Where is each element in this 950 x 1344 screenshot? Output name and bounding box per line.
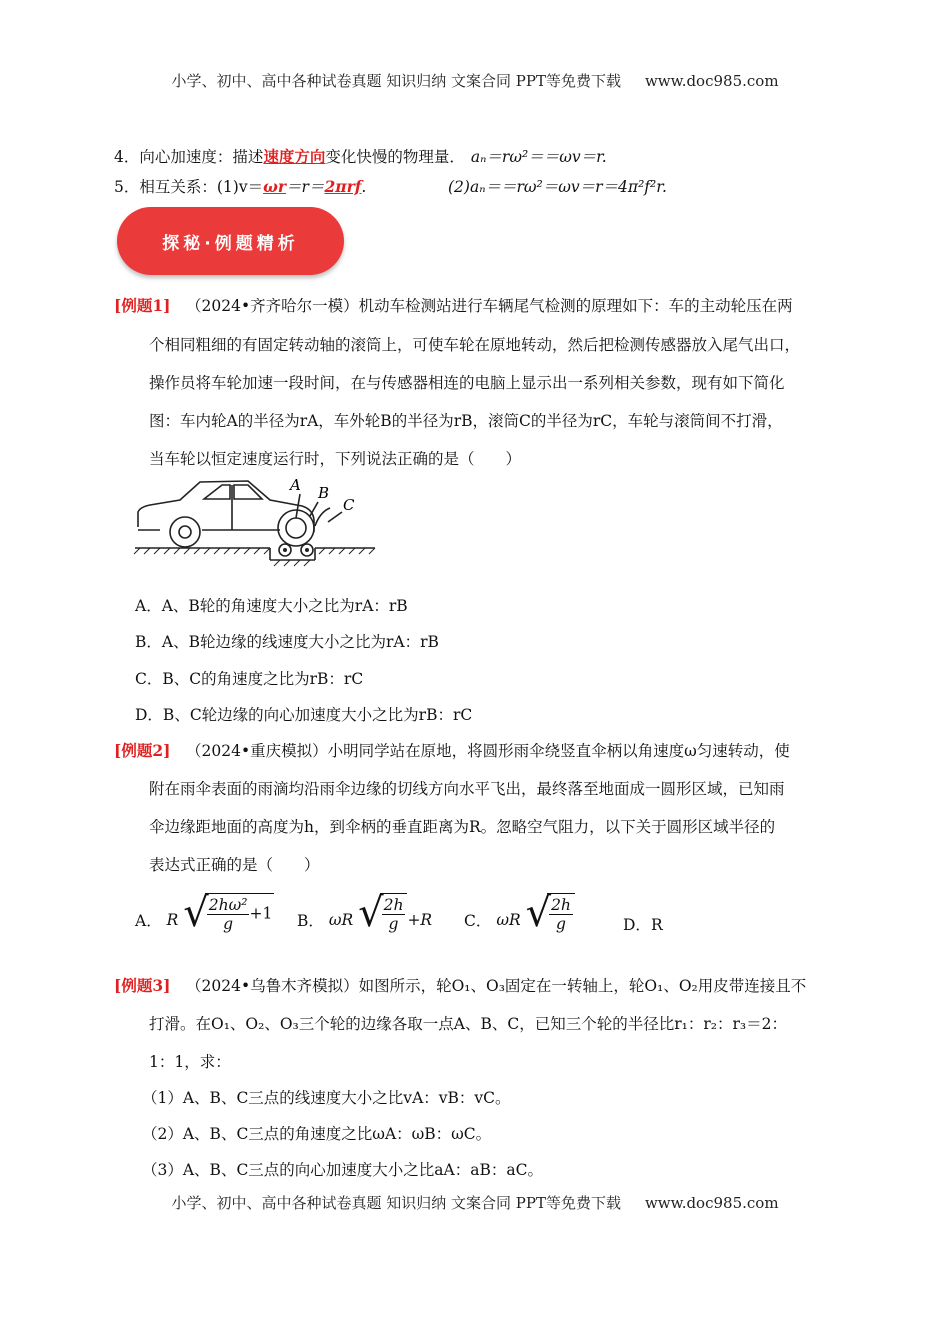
front-wheel — [170, 517, 200, 547]
q1-option-d: D．B、C轮边缘的向心加速度大小之比为rB：rC — [135, 706, 473, 724]
header-text: 小学、初中、高中各种试卷真题 知识归纳 文案合同 PPT等免费下载 — [171, 72, 621, 90]
q1-option-c: C．B、C的角速度之比为rB：rC — [135, 670, 364, 688]
concept-4-highlight: 速度方向 — [263, 147, 326, 166]
q2-line-2: 伞边缘距地面的高度为h，到伞柄的垂直距离为R。忽略空气阻力，以下关于圆形区域半径的 — [149, 818, 776, 836]
q3-line-0: （2024•乌鲁木齐模拟）如图所示，轮O₁、O₃固定在一转轴上，轮O₁、O₂用皮带连接且不 — [186, 977, 807, 995]
footer-text: 小学、初中、高中各种试卷真题 知识归纳 文案合同 PPT等免费下载 — [171, 1194, 621, 1212]
q1-line-3: 图：车内轮A的半径为rA，车外轮B的半径为rB，滚筒C的半径为rC，车轮与滚筒间不打滑， — [149, 412, 783, 430]
car-window-rear — [234, 485, 262, 499]
sqrt-icon: √ — [358, 890, 384, 936]
q1-line-0: （2024•齐齐哈尔一模）机动车检测站进行车辆尾气检测的原理如下：车的主动轮压在两 — [186, 297, 793, 315]
q2-options — [135, 890, 855, 949]
q2-line-0: （2024•重庆模拟）小明同学站在原地，将圆形雨伞绕竖直伞柄以角速度ω匀速转动，使 — [186, 742, 790, 760]
car-window-front — [204, 485, 230, 499]
q2-option-c: C． ωR √ $\frac{\text{2ℎ}}{g}$ — [464, 893, 575, 933]
q2-line-1: 附在雨伞表面的雨滴均沿雨伞边缘的切线方向水平飞出，最终落至地面成一圆形区域，已知雨 — [149, 780, 785, 798]
concept-5-end: . — [361, 178, 367, 196]
figure-label-a: A — [290, 476, 301, 494]
concept-5-h1: ωr — [263, 177, 287, 196]
q1-option-a: A．A、B轮的角速度大小之比为rA：rB — [135, 597, 408, 615]
car-diagram — [130, 472, 380, 572]
q1-line-2: 操作员将车轮加速一段时间，在与传感器相连的电脑上显示出一系列相关参数，现有如下简化 — [149, 374, 785, 392]
concept-5-h2: 2πrf — [324, 177, 362, 196]
q1-line-4: 当车轮以恒定速度运行时，下列说法正确的是（ ） — [149, 450, 522, 468]
page-footer — [0, 1192, 950, 1213]
figure-label-c: C — [343, 496, 355, 514]
concept-4-suffix: 变化快慢的物理量． — [325, 148, 465, 166]
q1-line-1: 个相同粗细的有固定转动轴的滚筒上，可使车轮在原地转动，然后把检测传感器放入尾气出口， — [149, 336, 801, 354]
rear-wheel-a — [286, 518, 306, 538]
q1-option-b: B．A、B轮边缘的线速度大小之比为rA：rB — [135, 633, 439, 651]
q3-line-2: 1：1，求： — [149, 1053, 231, 1071]
q3-line-1: 打滑。在O₁、O₂、O₃三个轮的边缘各取一点A、B、C，已知三个轮的半径比r₁：r₂：r₃＝2： — [149, 1015, 787, 1033]
q2-option-a: A． R √ $\frac{\text{2ℎω²}}{g}$ +1 — [135, 890, 273, 936]
sqrt-icon: √ — [525, 890, 552, 936]
q2-option-b: B． ωR √ $\frac{\text{2ℎ}}{g}$ +R — [297, 890, 433, 936]
footer-site: www.doc985.com — [644, 1194, 779, 1212]
concept-4 — [114, 145, 607, 167]
header-site: www.doc985.com — [644, 72, 779, 90]
q3-sub-3: （3）A、B、C三点的向心加速度大小之比aA：aB：aC。 — [142, 1161, 543, 1179]
q2-line-3: 表达式正确的是（ ） — [149, 856, 320, 874]
q1-label: [例题1] — [114, 296, 171, 315]
section-badge: 探秘·例题精析 — [117, 207, 344, 275]
q3-sub-1: （1）A、B、C三点的线速度大小之比vA：vB：vC。 — [142, 1089, 511, 1107]
q3-sub-2: （2）A、B、C三点的角速度之比ωA：ωB：ωC。 — [142, 1125, 492, 1143]
concept-5 — [114, 175, 366, 197]
pointer-line — [315, 508, 330, 526]
q2-label: [例题2] — [114, 741, 171, 760]
concept-5-prefix: 5．相互关系：(1)v＝ — [114, 178, 264, 196]
sqrt-icon: √ — [183, 890, 209, 936]
car-body-outline — [138, 481, 314, 532]
concept-4-formula: aₙ＝rω²＝＝ωv＝r. — [470, 148, 607, 166]
concept-4-prefix: 4．向心加速度：描述 — [114, 148, 264, 166]
q2-option-d: D．R — [623, 916, 663, 934]
page-header — [0, 70, 950, 91]
q3-label: [例题3] — [114, 976, 171, 995]
concept-5-mid: ＝r＝ — [286, 178, 325, 196]
figure-label-b: B — [318, 484, 330, 502]
concept-5-part2: (2)aₙ＝＝rω²＝ωv＝r＝4π²f²r. — [448, 178, 667, 196]
